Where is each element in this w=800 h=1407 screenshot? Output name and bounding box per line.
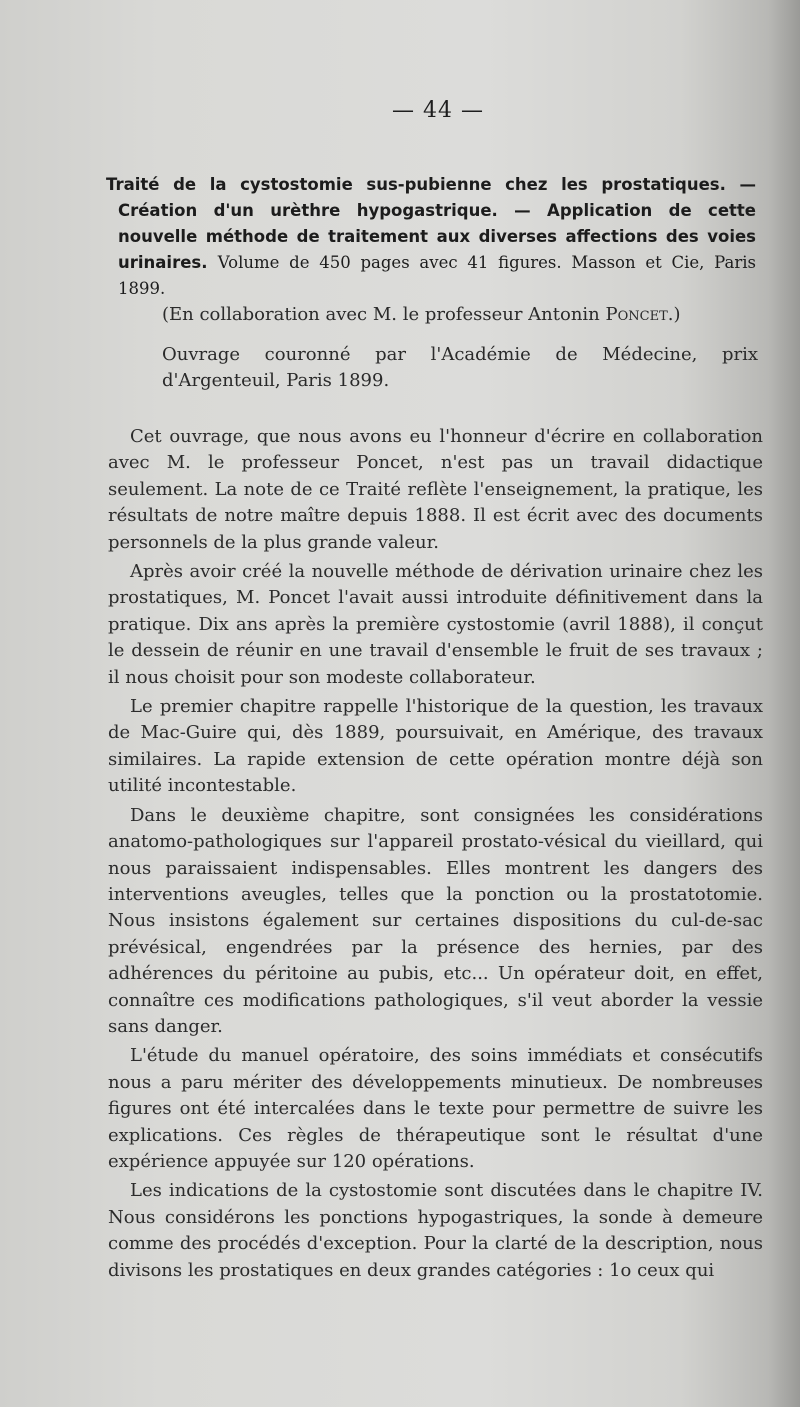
paragraph: Après avoir créé la nouvelle méthode de dérivation urinaire chez les prostatiques, M. Poncet l'avait aussi introduite définitivement dans la pratique. Dix ans après la première cystostomie (avril 1888), il conçut le dessein de réunir en une travail d'ensemble le fruit de ses travaux ; il nous choisit pour son modeste collaborateur. bbox=[108, 561, 763, 688]
reference-details: Volume de 450 pages avec 41 figures. Masson et Cie, Paris 1899. bbox=[118, 253, 756, 298]
page-number: — 44 — bbox=[392, 98, 484, 123]
paragraph: Les indications de la cystostomie sont discutées dans le chapitre IV. Nous considérons les ponctions hypogastriques, la sonde à demeure comme des procédés d'exception. Pour la clarté de la description, nous divisons les prostatiques en deux grandes catégories : 1o ceux qui bbox=[108, 1180, 763, 1281]
award-note bbox=[118, 342, 758, 394]
collaborator-name: Poncet bbox=[605, 304, 668, 325]
collaboration-suffix: .) bbox=[667, 304, 681, 325]
reference-title: Traité de la cystostomie sus-pubienne chez les prostatiques. — Création d'un urèthre hypogastrique. — Application de cette nouvelle méthode de traitement aux diverses affections des voies urinaires. bbox=[106, 175, 756, 272]
collaboration-prefix: (En collaboration avec M. le professeur Antonin bbox=[162, 304, 606, 325]
paragraph: L'étude du manuel opératoire, des soins immédiats et consécutifs nous a paru mériter des développements minutieux. De nombreuses figures ont été intercalées dans le texte pour permettre de suivre les explications. Ces règles de thérapeutique sont le résultat d'une expérience appuyée sur 120 opérations. bbox=[108, 1045, 763, 1172]
bibliographic-reference bbox=[106, 172, 756, 302]
award-text: Ouvrage couronné par l'Académie de Médecine, prix d'Argenteuil, Paris 1899. bbox=[162, 344, 758, 391]
paragraph: Le premier chapitre rappelle l'historique de la question, les travaux de Mac-Guire qui, dès 1889, poursuivait, en Amérique, des travaux similaires. La rapide extension de cette opération montre déjà son utilité incontestable. bbox=[108, 696, 763, 797]
paragraph: Dans le deuxième chapitre, sont consignées les considérations anatomo-pathologiques sur l'appareil prostato-vésical du vieillard, qui nous paraissaient indispensables. Elles montrent les dangers des interventions aveugles, telles que la ponction ou la prostatotomie. Nous insistons également sur certaines dispositions du cul-de-sac prévésical, engendrées par la présence des hernies, par des adhérences du péritoine au pubis, etc... Un opérateur doit, en effet, connaître ces modifications pathologiques, s'il veut aborder la vessie sans danger. bbox=[108, 804, 763, 1037]
collaboration-note bbox=[162, 302, 762, 328]
reference-entry bbox=[106, 172, 756, 302]
paragraph: Cet ouvrage, que nous avons eu l'honneur d'écrire en collaboration avec M. le professeur Poncet, n'est pas un travail didactique seulement. La note de ce Traité reflète l'enseignement, la pratique, les résultats de notre maître depuis 1888. Il est écrit avec des documents personnels de la plus grande valeur. bbox=[108, 426, 763, 553]
body-text bbox=[108, 424, 763, 1287]
